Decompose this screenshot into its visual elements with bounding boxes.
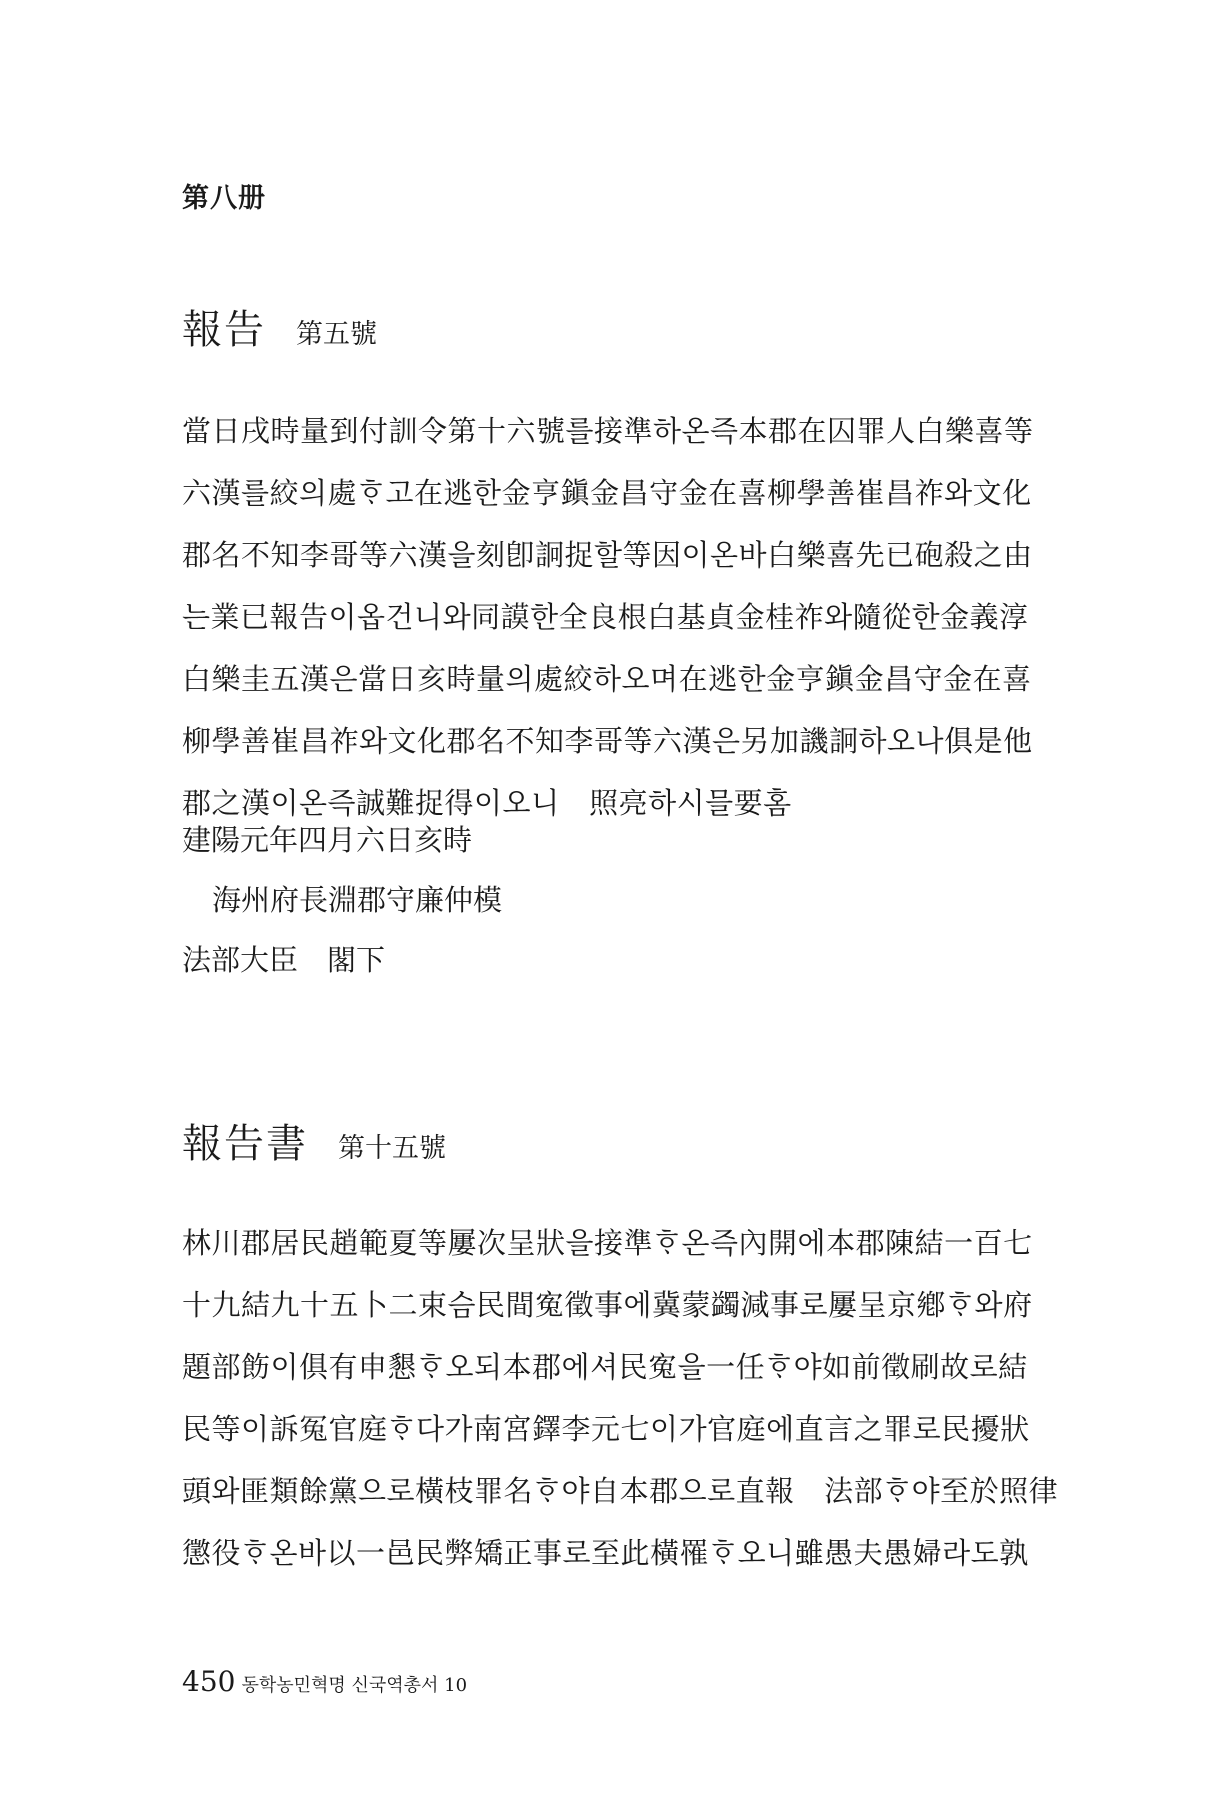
text-line: 懲役ᄒᆞ온바以一邑民弊矯正事로至此橫罹ᄒᆞ오니雖愚夫愚婦라도孰	[182, 1536, 1029, 1570]
text-line: 는業已報告이옵건니와同謨한全良根白基貞金桂祚와隨從한金義淳	[182, 600, 1029, 634]
text-line: 白樂圭五漢은當日亥時量의處絞하오며在逃한金亨鎭金昌守金在喜	[182, 662, 1032, 696]
text-line: 題部飭이俱有申懇ᄒᆞ오되本郡에셔民寃을一任ᄒᆞ야如前徵刷故로結	[182, 1350, 1028, 1384]
text-line: 當日戌時量到付訓令第十六號를接準하온즉本郡在囚罪人白樂喜等	[182, 414, 1034, 448]
text-line: 柳學善崔昌祚와文化郡名不知李哥等六漢은另加譏詗하오나俱是他	[182, 724, 1033, 758]
report-officer: 海州府長淵郡守廉仲模	[212, 883, 503, 917]
section-number: 第十五號	[338, 1133, 446, 1164]
page-footer	[182, 1665, 467, 1698]
section-heading	[182, 1112, 446, 1169]
text-line: 民等이訴冤官庭ᄒᆞ다가南宮鐸李元七이가官庭에直言之罪로民擾狀	[182, 1412, 1030, 1446]
section-title: 報告	[182, 307, 266, 353]
text-line: 十九結九十五卜二束슴民間寃徵事에冀蒙蠲減事로屢呈京鄕ᄒᆞ와府	[182, 1288, 1033, 1322]
report-addressee: 法部大臣 閣下	[182, 943, 386, 977]
book-title: 동학농민혁명 신국역총서 10	[241, 1675, 468, 1696]
text-line: 六漢를絞의處ᄒᆞ고在逃한金亨鎭金昌守金在喜柳學善崔昌祚와文化	[182, 476, 1032, 510]
section-body	[182, 400, 1042, 834]
section-body	[182, 1212, 1059, 1584]
section-number: 第五號	[296, 319, 377, 350]
text-line: 郡之漢이온즉誠難捉得이오니 照亮하시믈要홈	[182, 786, 792, 820]
section-title: 報告書	[182, 1121, 308, 1167]
report-date: 建陽元年四月六日亥時	[182, 823, 473, 857]
section-heading	[182, 298, 377, 355]
text-line: 頭와匪類餘黨으로橫枝罪名ᄒᆞ야自本郡으로直報 法部ᄒᆞ야至於照律	[182, 1474, 1059, 1508]
text-line: 郡名不知李哥等六漢을刻卽詗捉할等因이온바白樂喜先已砲殺之由	[182, 538, 1033, 572]
volume-title: 第八册	[182, 183, 266, 214]
text-line: 林川郡居民趙範夏等屢次呈狀을接準ᄒᆞ온즉內開에本郡陳結一百七	[182, 1226, 1033, 1260]
page-number: 450	[182, 1665, 236, 1698]
